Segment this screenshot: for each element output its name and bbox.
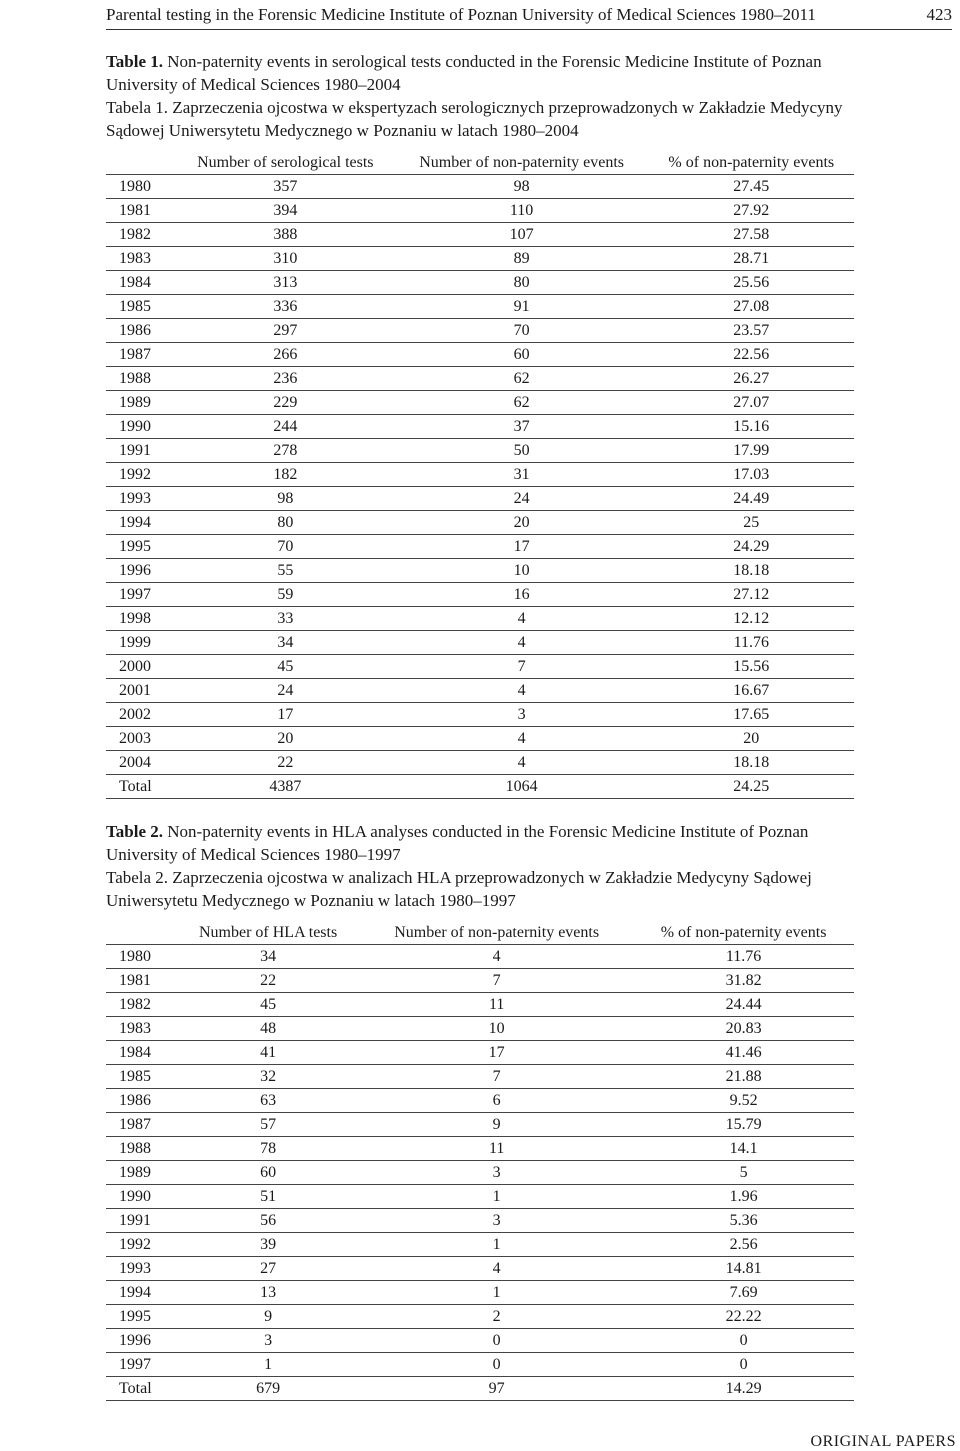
- table-row: [106, 535, 854, 559]
- row-label-cell: 1981: [106, 199, 176, 223]
- row-label-cell: 1993: [106, 1257, 176, 1281]
- table-cell: 9: [360, 1113, 633, 1137]
- table-row: [106, 511, 854, 535]
- table-cell: 20.83: [633, 1017, 854, 1041]
- table2-col-header: Number of non-paternity events: [360, 921, 633, 945]
- table-cell: 16.67: [649, 679, 854, 703]
- row-label-cell: 1997: [106, 1353, 176, 1377]
- running-header: [106, 0, 952, 30]
- table-cell: 41: [176, 1041, 360, 1065]
- table-cell: 236: [176, 367, 395, 391]
- table-cell: 24.49: [649, 487, 854, 511]
- table-cell: 27.58: [649, 223, 854, 247]
- table-cell: 388: [176, 223, 395, 247]
- table1-caption-en: Table 1. Non-paternity events in serological tests conducted in the Forensic Medicine Institute of Poznan University of Medical Sciences 1980–2004: [106, 52, 822, 94]
- table1-caption-pl: Tabela 1. Zaprzeczenia ojcostwa w ekspertyzach serologicznych przeprowadzonych w Zakładzie Medycyny Sądowej Uniwersytetu Medycznego w Poznaniu w latach 1980–2004: [106, 98, 843, 140]
- table-cell: 1: [360, 1281, 633, 1305]
- table2-caption-pl: Tabela 2. Zaprzeczenia ojcostwa w analizach HLA przeprowadzonych w Zakładzie Medycyny Sądowej Uniwersytetu Medycznego w Poznaniu w latach 1980–1997: [106, 868, 812, 910]
- table-row: [106, 175, 854, 199]
- table-cell: 17.99: [649, 439, 854, 463]
- row-label-cell: 1998: [106, 607, 176, 631]
- table-cell: 110: [395, 199, 649, 223]
- table-row: [106, 969, 854, 993]
- table-cell: 278: [176, 439, 395, 463]
- table-row: [106, 343, 854, 367]
- table-cell: 1064: [395, 775, 649, 799]
- table-cell: 80: [176, 511, 395, 535]
- table-row: [106, 679, 854, 703]
- table-cell: 17.03: [649, 463, 854, 487]
- table-cell: 7: [395, 655, 649, 679]
- row-label-cell: 1982: [106, 223, 176, 247]
- table-cell: 4: [395, 727, 649, 751]
- table-row: [106, 439, 854, 463]
- table-cell: 4: [360, 1257, 633, 1281]
- table-cell: 45: [176, 993, 360, 1017]
- table-row: [106, 1233, 854, 1257]
- table-cell: 10: [395, 559, 649, 583]
- table-cell: 12.12: [649, 607, 854, 631]
- table-cell: 4: [395, 751, 649, 775]
- table-cell: 34: [176, 945, 360, 969]
- table-cell: 7: [360, 969, 633, 993]
- table-cell: 679: [176, 1377, 360, 1401]
- table-cell: 11: [360, 1137, 633, 1161]
- table-row: [106, 1257, 854, 1281]
- row-label-cell: 1999: [106, 631, 176, 655]
- table-cell: 63: [176, 1089, 360, 1113]
- table-cell: 4: [360, 945, 633, 969]
- table-cell: 0: [360, 1353, 633, 1377]
- row-label-cell: Total: [106, 775, 176, 799]
- table-cell: 27.92: [649, 199, 854, 223]
- row-label-cell: 1994: [106, 511, 176, 535]
- row-label-cell: 1986: [106, 319, 176, 343]
- table-cell: 39: [176, 1233, 360, 1257]
- table2-header-row: [106, 921, 854, 945]
- row-label-cell: 1987: [106, 1113, 176, 1137]
- table-cell: 357: [176, 175, 395, 199]
- row-label-cell: 1981: [106, 969, 176, 993]
- table-cell: 62: [395, 391, 649, 415]
- running-title: Parental testing in the Forensic Medicine Institute of Poznan University of Medical Sciences 1980–2011: [106, 5, 816, 24]
- table2-col-header: [106, 921, 176, 945]
- table-cell: 14.81: [633, 1257, 854, 1281]
- table-cell: 32: [176, 1065, 360, 1089]
- table1-col-header: Number of serological tests: [176, 151, 395, 175]
- table-cell: 107: [395, 223, 649, 247]
- table1-col-header: [106, 151, 176, 175]
- row-label-cell: 1991: [106, 1209, 176, 1233]
- table-cell: 1.96: [633, 1185, 854, 1209]
- table-cell: 336: [176, 295, 395, 319]
- table-cell: 310: [176, 247, 395, 271]
- table-cell: 55: [176, 559, 395, 583]
- row-label-cell: 1988: [106, 367, 176, 391]
- table-cell: 31: [395, 463, 649, 487]
- table-cell: 24: [176, 679, 395, 703]
- table-row: [106, 993, 854, 1017]
- table-cell: 17: [176, 703, 395, 727]
- table-row: [106, 751, 854, 775]
- table-cell: 33: [176, 607, 395, 631]
- table-cell: 4: [395, 607, 649, 631]
- table-cell: 9: [176, 1305, 360, 1329]
- table-cell: 20: [395, 511, 649, 535]
- table-cell: 89: [395, 247, 649, 271]
- table2-label: Table 2.: [106, 822, 164, 841]
- table-cell: 26.27: [649, 367, 854, 391]
- row-label-cell: 1988: [106, 1137, 176, 1161]
- table-row: [106, 775, 854, 799]
- table-row: [106, 607, 854, 631]
- table-cell: 2.56: [633, 1233, 854, 1257]
- table-cell: 27.45: [649, 175, 854, 199]
- table-cell: 6: [360, 1089, 633, 1113]
- table-cell: 22.22: [633, 1305, 854, 1329]
- row-label-cell: 1993: [106, 487, 176, 511]
- row-label-cell: 2004: [106, 751, 176, 775]
- table-row: [106, 559, 854, 583]
- table-cell: 24.25: [649, 775, 854, 799]
- table-row: [106, 1329, 854, 1353]
- table-cell: 5: [633, 1161, 854, 1185]
- table-row: [106, 1041, 854, 1065]
- table2-col-header: % of non-paternity events: [633, 921, 854, 945]
- table-cell: 80: [395, 271, 649, 295]
- table-cell: 15.56: [649, 655, 854, 679]
- table-cell: 27.08: [649, 295, 854, 319]
- row-label-cell: 1983: [106, 247, 176, 271]
- row-label-cell: 1983: [106, 1017, 176, 1041]
- table-cell: 21.88: [633, 1065, 854, 1089]
- table-cell: 24: [395, 487, 649, 511]
- table-cell: 15.16: [649, 415, 854, 439]
- row-label-cell: 1990: [106, 415, 176, 439]
- table-cell: 3: [360, 1161, 633, 1185]
- table-cell: 24.29: [649, 535, 854, 559]
- table-cell: 2: [360, 1305, 633, 1329]
- table-cell: 20: [649, 727, 854, 751]
- table-cell: 11.76: [633, 945, 854, 969]
- table-cell: 37: [395, 415, 649, 439]
- table-cell: 23.57: [649, 319, 854, 343]
- row-label-cell: 1996: [106, 1329, 176, 1353]
- table-row: [106, 1161, 854, 1185]
- table-row: [106, 1209, 854, 1233]
- table-row: [106, 1305, 854, 1329]
- table-row: [106, 319, 854, 343]
- table2-col-header: Number of HLA tests: [176, 921, 360, 945]
- table-cell: 17: [395, 535, 649, 559]
- table-cell: 22.56: [649, 343, 854, 367]
- table-cell: 27.07: [649, 391, 854, 415]
- row-label-cell: 1982: [106, 993, 176, 1017]
- table-cell: 20: [176, 727, 395, 751]
- row-label-cell: 1986: [106, 1089, 176, 1113]
- table-cell: 14.1: [633, 1137, 854, 1161]
- table-cell: 5.36: [633, 1209, 854, 1233]
- table1-caption: [106, 50, 866, 142]
- table-row: [106, 487, 854, 511]
- table-row: [106, 463, 854, 487]
- table1-col-header: Number of non-paternity events: [395, 151, 649, 175]
- section-footer: ORIGINAL PAPERS: [810, 1433, 956, 1450]
- table-cell: 0: [360, 1329, 633, 1353]
- table-row: [106, 945, 854, 969]
- row-label-cell: 1996: [106, 559, 176, 583]
- page-number: 423: [926, 5, 952, 24]
- row-label-cell: 1997: [106, 583, 176, 607]
- row-label-cell: 2002: [106, 703, 176, 727]
- table1-label: Table 1.: [106, 52, 164, 71]
- row-label-cell: 1985: [106, 295, 176, 319]
- table-row: [106, 1065, 854, 1089]
- table-cell: 4: [395, 631, 649, 655]
- table-cell: 48: [176, 1017, 360, 1041]
- table-row: [106, 1017, 854, 1041]
- table-cell: 297: [176, 319, 395, 343]
- row-label-cell: 1990: [106, 1185, 176, 1209]
- row-label-cell: 1995: [106, 535, 176, 559]
- table-row: [106, 1185, 854, 1209]
- table-cell: 244: [176, 415, 395, 439]
- table-cell: 57: [176, 1113, 360, 1137]
- table-cell: 18.18: [649, 751, 854, 775]
- table-row: [106, 727, 854, 751]
- table-row: [106, 415, 854, 439]
- table-cell: 27.12: [649, 583, 854, 607]
- table-cell: 3: [395, 703, 649, 727]
- table-cell: 70: [395, 319, 649, 343]
- table-cell: 98: [176, 487, 395, 511]
- table-cell: 18.18: [649, 559, 854, 583]
- table-cell: 3: [360, 1209, 633, 1233]
- table-row: [106, 703, 854, 727]
- table-cell: 27: [176, 1257, 360, 1281]
- table-row: [106, 295, 854, 319]
- table-cell: 0: [633, 1353, 854, 1377]
- row-label-cell: 1994: [106, 1281, 176, 1305]
- table1-header-row: [106, 151, 854, 175]
- table-cell: 34: [176, 631, 395, 655]
- table-row: [106, 199, 854, 223]
- table-cell: 28.71: [649, 247, 854, 271]
- row-label-cell: Total: [106, 1377, 176, 1401]
- table-row: [106, 391, 854, 415]
- table-cell: 22: [176, 751, 395, 775]
- table-cell: 0: [633, 1329, 854, 1353]
- table-row: [106, 631, 854, 655]
- table-row: [106, 1281, 854, 1305]
- table-row: [106, 271, 854, 295]
- table-cell: 62: [395, 367, 649, 391]
- table-cell: 60: [176, 1161, 360, 1185]
- table-cell: 60: [395, 343, 649, 367]
- table1: [106, 151, 854, 799]
- table-cell: 13: [176, 1281, 360, 1305]
- row-label-cell: 1989: [106, 1161, 176, 1185]
- row-label-cell: 2003: [106, 727, 176, 751]
- table-cell: 25.56: [649, 271, 854, 295]
- table-cell: 7: [360, 1065, 633, 1089]
- table-cell: 45: [176, 655, 395, 679]
- table-cell: 313: [176, 271, 395, 295]
- table-cell: 70: [176, 535, 395, 559]
- table-cell: 98: [395, 175, 649, 199]
- table-cell: 15.79: [633, 1113, 854, 1137]
- table-cell: 10: [360, 1017, 633, 1041]
- table2: [106, 921, 854, 1401]
- table-row: [106, 367, 854, 391]
- table-cell: 41.46: [633, 1041, 854, 1065]
- table-cell: 9.52: [633, 1089, 854, 1113]
- table-cell: 394: [176, 199, 395, 223]
- row-label-cell: 1991: [106, 439, 176, 463]
- table-cell: 50: [395, 439, 649, 463]
- table-cell: 266: [176, 343, 395, 367]
- row-label-cell: 1985: [106, 1065, 176, 1089]
- table-cell: 24.44: [633, 993, 854, 1017]
- table-cell: 3: [176, 1329, 360, 1353]
- table-cell: 25: [649, 511, 854, 535]
- table-cell: 4: [395, 679, 649, 703]
- row-label-cell: 1984: [106, 1041, 176, 1065]
- table-row: [106, 583, 854, 607]
- table-cell: 182: [176, 463, 395, 487]
- row-label-cell: 1989: [106, 391, 176, 415]
- row-label-cell: 1980: [106, 175, 176, 199]
- row-label-cell: 1984: [106, 271, 176, 295]
- table-cell: 1: [360, 1185, 633, 1209]
- table-cell: 97: [360, 1377, 633, 1401]
- table-cell: 56: [176, 1209, 360, 1233]
- table-row: [106, 655, 854, 679]
- table-cell: 229: [176, 391, 395, 415]
- table-cell: 78: [176, 1137, 360, 1161]
- row-label-cell: 2000: [106, 655, 176, 679]
- table-cell: 1: [176, 1353, 360, 1377]
- row-label-cell: 1995: [106, 1305, 176, 1329]
- table-cell: 1: [360, 1233, 633, 1257]
- table-cell: 22: [176, 969, 360, 993]
- table-cell: 17: [360, 1041, 633, 1065]
- table-row: [106, 1089, 854, 1113]
- table-row: [106, 1353, 854, 1377]
- row-label-cell: 1987: [106, 343, 176, 367]
- table-cell: 91: [395, 295, 649, 319]
- table-cell: 4387: [176, 775, 395, 799]
- table-row: [106, 223, 854, 247]
- table1-body: [106, 175, 854, 799]
- table2-caption-en: Table 2. Non-paternity events in HLA analyses conducted in the Forensic Medicine Institute of Poznan University of Medical Sciences 1980–1997: [106, 822, 809, 864]
- row-label-cell: 2001: [106, 679, 176, 703]
- table-row: [106, 247, 854, 271]
- table1-col-header: % of non-paternity events: [649, 151, 854, 175]
- table-row: [106, 1137, 854, 1161]
- table-cell: 11.76: [649, 631, 854, 655]
- row-label-cell: 1980: [106, 945, 176, 969]
- table-cell: 31.82: [633, 969, 854, 993]
- table-cell: 11: [360, 993, 633, 1017]
- table2-body: [106, 945, 854, 1401]
- row-label-cell: 1992: [106, 463, 176, 487]
- row-label-cell: 1992: [106, 1233, 176, 1257]
- table-cell: 17.65: [649, 703, 854, 727]
- table-row: [106, 1377, 854, 1401]
- table-cell: 14.29: [633, 1377, 854, 1401]
- table-cell: 16: [395, 583, 649, 607]
- table-cell: 51: [176, 1185, 360, 1209]
- table2-caption: [106, 820, 866, 912]
- table-cell: 59: [176, 583, 395, 607]
- table-row: [106, 1113, 854, 1137]
- table-cell: 7.69: [633, 1281, 854, 1305]
